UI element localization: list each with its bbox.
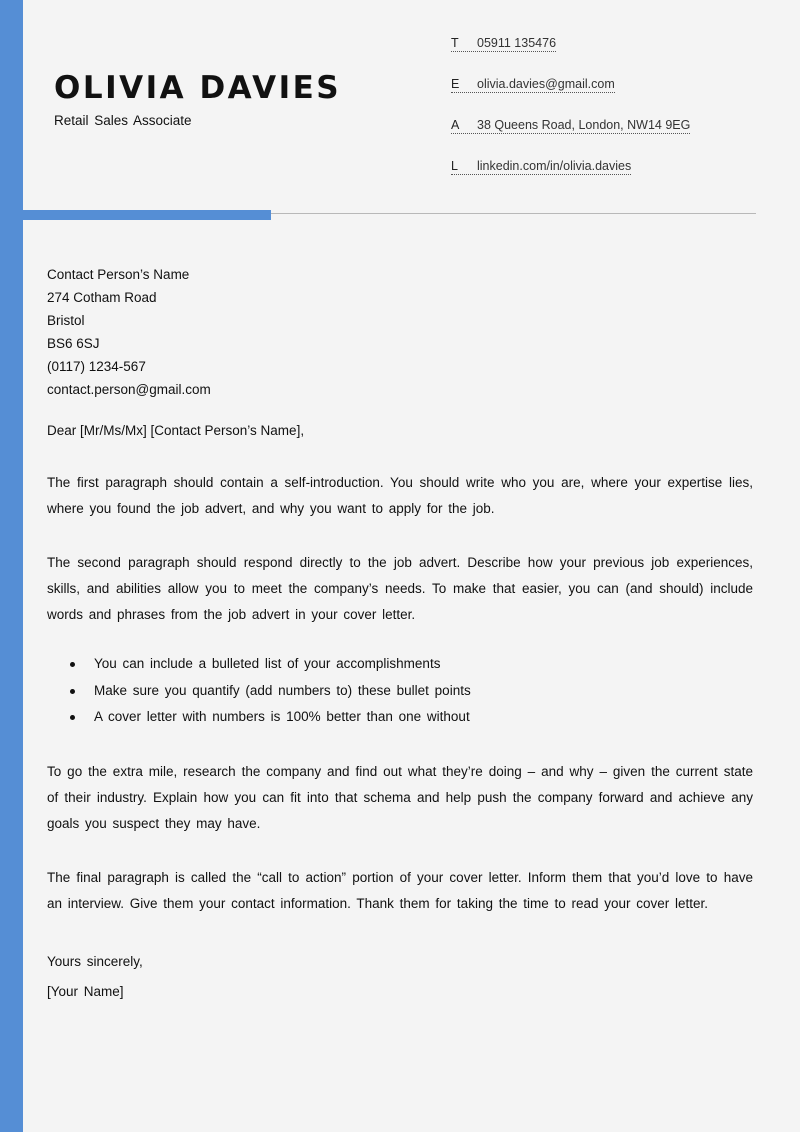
header-divider-accent: [23, 210, 271, 220]
salutation: Dear [Mr/Ms/Mx] [Contact Person’s Name],: [47, 423, 305, 438]
accomplishments-list: [47, 651, 753, 731]
signoff: Yours sincerely,: [47, 953, 143, 969]
recipient-phone: (0117) 1234-567: [47, 359, 146, 374]
contact-address[interactable]: [451, 118, 690, 159]
closing-block: [47, 947, 753, 1007]
email-label: E: [451, 77, 460, 91]
phone-label: T: [451, 36, 459, 50]
address-label: A: [451, 118, 460, 132]
recipient-name: Contact Person’s Name: [47, 267, 190, 282]
paragraph-call-to-action: The final paragraph is called the “call to action” portion of your cover letter. Inform them that you’d love to have an interview. Give them your contact information. Thank them for taking the time to read your cover letter.: [47, 869, 753, 911]
recipient-address: [47, 263, 753, 401]
list-item: Make sure you quantify (add numbers to) these bullet points: [94, 678, 753, 705]
applicant-name: OLIVIA DAVIES: [54, 70, 342, 106]
contact-linkedin[interactable]: [451, 159, 690, 200]
recipient-email: contact.person@gmail.com: [47, 382, 211, 397]
accent-sidebar: [0, 0, 23, 1132]
list-item: A cover letter with numbers is 100% better than one without: [94, 704, 753, 731]
letter-body: [47, 263, 753, 1007]
contact-phone[interactable]: [451, 36, 690, 77]
contact-email[interactable]: [451, 77, 690, 118]
paragraph-research: To go the extra mile, research the company and find out what they’re doing – and why – given the current state of their industry. Explain how you can fit into that schema and help push the company forward and achieve any goals you suspect they may have.: [47, 763, 753, 831]
contact-block: [451, 36, 690, 200]
paragraph-intro: The first paragraph should contain a self-introduction. You should write who you are, where your expertise lies, where you found the job advert, and why you want to apply for the job.: [47, 475, 753, 516]
recipient-street: 274 Cotham Road: [47, 290, 157, 305]
header-divider-line: [271, 213, 756, 214]
list-item: You can include a bulleted list of your accomplishments: [94, 651, 753, 678]
address-value: 38 Queens Road, London, NW14 9EG: [477, 118, 691, 132]
paragraph-response: The second paragraph should respond directly to the job advert. Describe how your previous job experiences, skills, and abilities allow you to meet the company’s needs. To make that easier, you can (and should) include words and phrases from the job advert in your cover letter.: [47, 555, 753, 622]
applicant-role: Retail Sales Associate: [54, 113, 192, 128]
email-value: olivia.davies@gmail.com: [477, 77, 615, 91]
recipient-postcode: BS6 6SJ: [47, 336, 100, 351]
phone-value: 05911 135476: [477, 36, 557, 50]
linkedin-value: linkedin.com/in/olivia.davies: [477, 159, 632, 173]
signature: [Your Name]: [47, 983, 124, 999]
recipient-city: Bristol: [47, 313, 85, 328]
linkedin-label: L: [451, 159, 458, 173]
